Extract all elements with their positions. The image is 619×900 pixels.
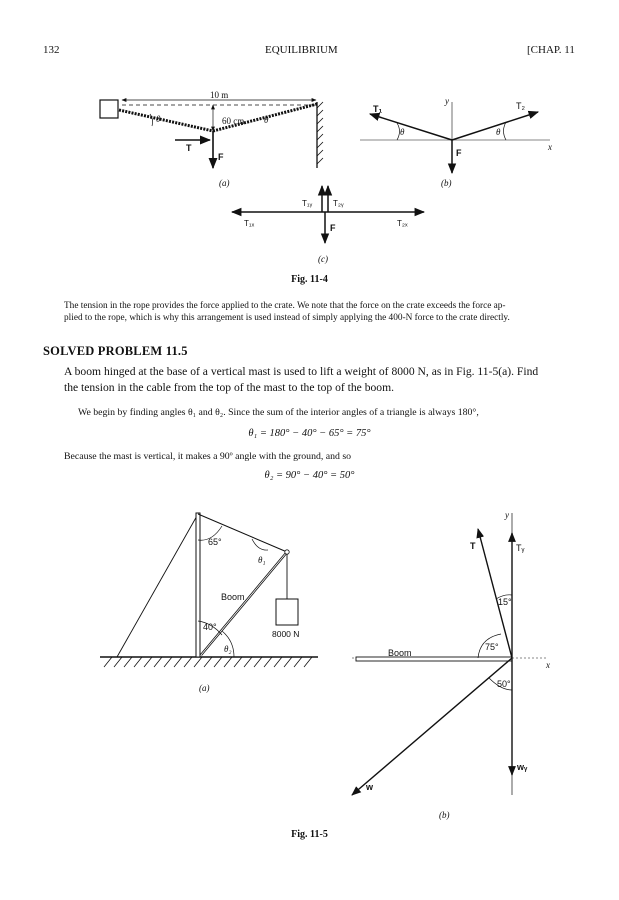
problem-line-2: the tension in the cable from the top of the mast to the top of the boom. bbox=[64, 381, 395, 394]
theta-right-label: θ bbox=[264, 115, 269, 125]
angle75-label: 75° bbox=[485, 642, 499, 652]
fig5a-sublabel: (a) bbox=[199, 683, 210, 693]
angle50-label: 50° bbox=[497, 679, 511, 689]
theta-b2-label: θ bbox=[496, 127, 501, 137]
ty-label: Tᵧ bbox=[516, 543, 525, 553]
t2x-label: T₂ₓ bbox=[397, 219, 408, 228]
t-label: T bbox=[186, 143, 192, 153]
span-label: 10 m bbox=[210, 90, 229, 100]
angle40-label: 40° bbox=[203, 622, 217, 632]
guy-wire bbox=[117, 514, 198, 657]
theta-b1-label: θ bbox=[400, 127, 405, 137]
w-label: w bbox=[366, 782, 374, 792]
fig4b-sublabel: (b) bbox=[441, 178, 452, 188]
boom-label-5b: Boom bbox=[388, 648, 412, 658]
weight-box bbox=[276, 599, 298, 625]
y-label-b: y bbox=[445, 96, 449, 106]
ground-hatch bbox=[104, 657, 312, 667]
t2-label: T₂ bbox=[516, 101, 525, 111]
sag-label: 60 cm bbox=[222, 116, 245, 126]
mast bbox=[196, 513, 200, 657]
note-line-2: plied to the rope, which is why this arrangement is used instead of simply applying the 400-N force to the crate directly. bbox=[64, 313, 510, 323]
f-label-c: F bbox=[330, 223, 336, 233]
boom-5b bbox=[356, 657, 512, 661]
figure-11-5-caption: Fig. 11-5 bbox=[291, 829, 328, 840]
t2y-label: T₂ᵧ bbox=[333, 199, 344, 208]
solution-line-2: Because the mast is vertical, it makes a 90º angle with the ground, and so bbox=[64, 451, 352, 462]
figure-11-4-caption: Fig. 11-4 bbox=[291, 274, 328, 285]
f-label-b: F bbox=[456, 148, 462, 158]
fig4a-sublabel: (a) bbox=[219, 178, 230, 188]
equation-theta1: θ₁ = 180° − 40° − 65° = 75° bbox=[248, 428, 371, 439]
x-label-5b: x bbox=[546, 660, 550, 670]
t1-label: T₁ bbox=[373, 104, 383, 114]
equation-theta2: θ₂ = 90° − 40° = 50° bbox=[264, 470, 355, 481]
angle65-label: 65° bbox=[208, 537, 222, 547]
theta2-label: θ₂ bbox=[224, 644, 232, 654]
x-label-b: x bbox=[548, 142, 552, 152]
chapter-label: [CHAP. 11 bbox=[527, 44, 575, 56]
running-title: EQUILIBRIUM bbox=[265, 44, 338, 56]
page-number: 132 bbox=[43, 44, 60, 56]
figure-11-5b bbox=[352, 510, 550, 820]
boom-label-a: Boom bbox=[221, 592, 245, 602]
y-label-5b: y bbox=[505, 510, 509, 520]
t1x-label: T₁ₓ bbox=[244, 219, 255, 228]
note-line-1: The tension in the rope provides the force applied to the crate. We note that the force on the crate exceeds the force ap- bbox=[64, 301, 506, 311]
problem-line-1: A boom hinged at the base of a vertical mast is used to lift a weight of 8000 N, as in Fig. 11-5(a). Find bbox=[64, 365, 539, 378]
theta1-label: θ₁ bbox=[258, 555, 266, 565]
section-heading: SOLVED PROBLEM 11.5 bbox=[43, 344, 188, 358]
t-label-5b: T bbox=[470, 541, 476, 551]
w-arrow bbox=[352, 658, 512, 795]
fig5b-sublabel: (b) bbox=[439, 810, 450, 820]
angle15-label: 15° bbox=[498, 597, 512, 607]
t-arrow-5b bbox=[478, 529, 512, 658]
t1y-label: T₁ᵧ bbox=[302, 199, 313, 208]
wy-label: wᵧ bbox=[517, 762, 528, 772]
solution-line-1: We begin by finding angles θ₁ and θ₂. Since the sum of the interior angles of a triangle is always 180°, bbox=[78, 407, 479, 418]
figure-11-5a bbox=[100, 513, 318, 693]
theta-left-label: θ bbox=[156, 114, 161, 124]
f-label-a: F bbox=[218, 152, 224, 162]
boom-inner bbox=[201, 552, 287, 655]
pulley bbox=[285, 550, 289, 554]
fig4c-sublabel: (c) bbox=[318, 254, 328, 264]
weight-label: 8000 N bbox=[272, 629, 300, 639]
